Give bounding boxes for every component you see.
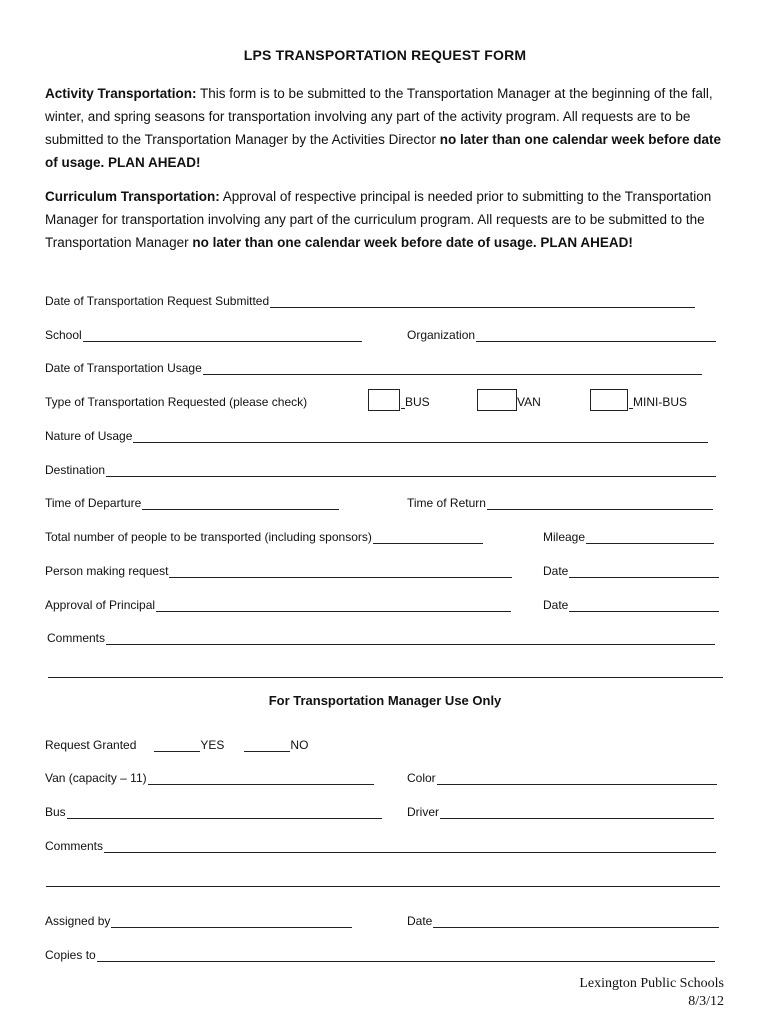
approval-field[interactable]	[156, 599, 511, 612]
copies-row	[45, 946, 715, 962]
activity-paragraph	[45, 82, 735, 174]
assigned-label: Assigned by	[45, 914, 111, 928]
comments-label: Comments	[47, 631, 106, 645]
van-capacity-field[interactable]	[148, 772, 374, 785]
school-label: School	[45, 328, 82, 342]
nature-label: Nature of Usage	[45, 429, 133, 443]
bus-row	[45, 803, 382, 819]
destination-row	[45, 461, 716, 477]
activity-text: This form is to be submitted to the Transportation Manager at the beginning of the fall, winter, and spring seasons for transportation involving any part of the activity program. All requests are to be submitted to the Transportation Manager by the Activities Director	[45, 86, 713, 147]
type-requested-row	[45, 393, 307, 409]
date-submitted-row	[45, 292, 695, 308]
minibus-label: MINI-BUS	[633, 395, 687, 409]
approval-date-row	[543, 596, 719, 612]
departure-label: Time of Departure	[45, 496, 142, 510]
activity-label: Activity Transportation:	[45, 86, 197, 101]
assigned-date-label: Date	[407, 914, 433, 928]
minibus-option	[590, 393, 687, 409]
curriculum-label: Curriculum Transportation:	[45, 189, 220, 204]
organization-row	[407, 326, 716, 342]
driver-label: Driver	[407, 805, 439, 819]
bus-option	[368, 393, 430, 409]
organization-label: Organization	[407, 328, 476, 342]
assigned-row	[45, 912, 352, 928]
approval-label: Approval of Principal	[45, 598, 156, 612]
footer	[579, 975, 724, 1011]
curriculum-deadline: no later than one calendar week before date of usage. PLAN AHEAD!	[192, 235, 633, 250]
school-field[interactable]	[83, 329, 362, 342]
assigned-date-row	[407, 912, 719, 928]
color-field[interactable]	[437, 772, 717, 785]
people-row	[45, 528, 483, 544]
bus-label: BUS	[405, 395, 430, 409]
color-row	[407, 769, 717, 785]
copies-label: Copies to	[45, 948, 96, 962]
curriculum-paragraph	[45, 185, 735, 254]
comments-field[interactable]	[106, 632, 715, 645]
school-row	[45, 326, 362, 342]
van-option	[477, 393, 541, 409]
comments-field-2[interactable]	[48, 665, 723, 678]
van-label: VAN	[517, 395, 541, 409]
approval-date-label: Date	[543, 598, 569, 612]
yes-field[interactable]	[154, 739, 200, 752]
date-usage-field[interactable]	[203, 362, 702, 375]
date-usage-row	[45, 359, 702, 375]
person-date-label: Date	[543, 564, 569, 578]
activity-deadline: no later than one calendar week before date of usage. PLAN AHEAD!	[45, 132, 722, 170]
mileage-row	[543, 528, 714, 544]
approval-date-field[interactable]	[569, 599, 719, 612]
granted-label: Request Granted	[45, 738, 137, 752]
color-label: Color	[407, 771, 436, 785]
departure-field[interactable]	[142, 497, 339, 510]
organization-field[interactable]	[476, 329, 716, 342]
granted-row	[45, 736, 308, 752]
departure-row	[45, 494, 339, 510]
bus-assign-label: Bus	[45, 805, 66, 819]
yes-label: YES	[200, 738, 225, 752]
person-date-field[interactable]	[569, 565, 719, 578]
manager-comments-field[interactable]	[104, 840, 716, 853]
people-field[interactable]	[373, 531, 483, 544]
footer-org: Lexington Public Schools	[579, 976, 724, 991]
return-row	[407, 494, 713, 510]
person-date-row	[543, 562, 719, 578]
approval-row	[45, 596, 511, 612]
van-row	[45, 769, 374, 785]
manager-comments-field-2[interactable]	[46, 874, 720, 887]
mileage-label: Mileage	[543, 530, 586, 544]
manager-comments-label: Comments	[45, 839, 104, 853]
driver-row	[407, 803, 714, 819]
assigned-field[interactable]	[111, 915, 352, 928]
return-field[interactable]	[487, 497, 713, 510]
destination-label: Destination	[45, 463, 106, 477]
no-field[interactable]	[244, 739, 290, 752]
comments-row-2	[47, 662, 723, 678]
van-capacity-label: Van (capacity – 11)	[45, 771, 147, 785]
no-label: NO	[290, 738, 309, 752]
curriculum-text: Approval of respective principal is needed prior to submitting to the Transportation Manager for transportation involving any part of the curriculum program. All requests are to be submitted to the Transportation Manager	[45, 189, 712, 250]
copies-field[interactable]	[97, 949, 715, 962]
destination-field[interactable]	[106, 464, 716, 477]
nature-row	[45, 427, 708, 443]
mileage-field[interactable]	[586, 531, 714, 544]
manager-comments-row-2	[45, 871, 720, 887]
date-usage-label: Date of Transportation Usage	[45, 361, 202, 375]
return-label: Time of Return	[407, 496, 486, 510]
footer-date: 8/3/12	[688, 994, 724, 1009]
form-title: LPS TRANSPORTATION REQUEST FORM	[243, 47, 527, 63]
date-submitted-label: Date of Transportation Request Submitted	[45, 294, 270, 308]
comments-row	[47, 629, 715, 645]
manager-heading: For Transportation Manager Use Only	[268, 693, 502, 708]
bus-checkbox[interactable]	[368, 389, 400, 411]
bus-assign-field[interactable]	[67, 806, 382, 819]
driver-field[interactable]	[440, 806, 714, 819]
minibus-checkbox[interactable]	[590, 389, 628, 411]
manager-comments-row	[45, 837, 716, 853]
van-checkbox[interactable]	[477, 389, 517, 411]
date-submitted-field[interactable]	[270, 295, 695, 308]
people-label: Total number of people to be transported (including sponsors)	[45, 530, 372, 544]
person-row	[45, 562, 512, 578]
assigned-date-field[interactable]	[433, 915, 719, 928]
nature-field[interactable]	[133, 430, 708, 443]
type-requested-label: Type of Transportation Requested (please check)	[45, 395, 308, 409]
person-label: Person making request	[45, 564, 169, 578]
person-field[interactable]	[169, 565, 512, 578]
